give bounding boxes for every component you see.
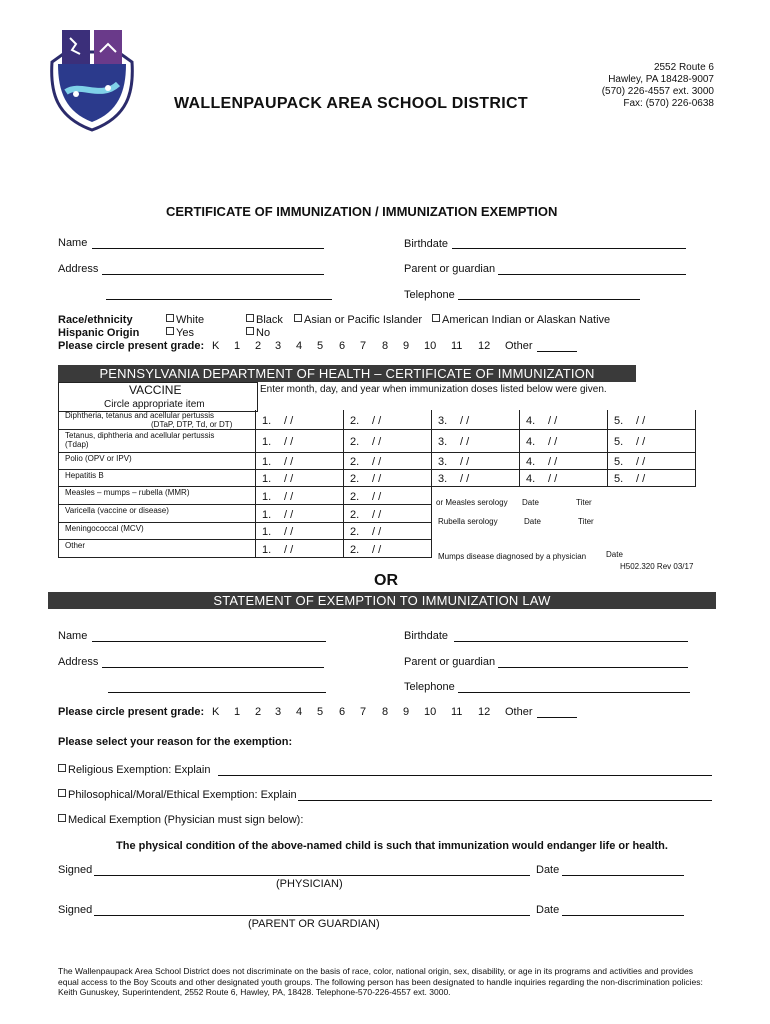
checkbox-icon — [246, 314, 254, 322]
grade-option[interactable]: 1 — [234, 706, 241, 718]
date-slashes: / / — [548, 414, 558, 427]
dose-number: 1. — [262, 490, 272, 503]
dose-number: 3. — [438, 473, 448, 485]
vaccine-name-cell — [58, 540, 256, 558]
hispanic-yes-option[interactable] — [166, 327, 194, 340]
address-line: Hawley, PA 18428-9007 — [608, 74, 714, 85]
parent-label: Parent or guardian — [404, 263, 496, 275]
date-slashes: / / — [460, 414, 470, 427]
dose-date-cell[interactable] — [344, 523, 432, 540]
measles-date-label: Date — [522, 498, 539, 507]
birthdate-field[interactable] — [452, 248, 686, 249]
dose-number: 2. — [350, 543, 360, 556]
dose-date-cell[interactable] — [432, 470, 520, 487]
grade-option[interactable]: 2 — [255, 340, 262, 352]
grade-option[interactable]: 7 — [360, 706, 367, 718]
date-slashes: / / — [284, 414, 294, 427]
grade-option[interactable]: 3 — [275, 706, 282, 718]
vaccine-name[interactable]: Other — [65, 541, 86, 550]
date-slashes: / / — [636, 456, 646, 468]
option-label: Religious Exemption: Explain — [68, 764, 211, 776]
dose-date-cell[interactable] — [344, 470, 432, 487]
dose-number: 2. — [350, 526, 360, 538]
grade-option[interactable]: K — [212, 706, 220, 718]
dates-header: Enter month, day, and year when immunization doses listed below were given. — [260, 384, 607, 395]
dose-number: 4. — [526, 414, 536, 427]
dose-date-cell[interactable] — [256, 523, 344, 540]
telephone-field-2[interactable] — [458, 692, 690, 693]
grade-option[interactable]: 6 — [339, 340, 346, 352]
non-discrimination-footer: The Wallenpaupack Area School District does not discriminate on the basis of race, color, national origin, sex, disability, or age in its programs and activities and provides equal access to the Boy Scouts and other designated youth groups. The following person has been designated to handle inquiries regarding the non-discrimination policies: Keith Gunuskey, Superintendent, 2552 Route 6, Hawley, PA, 18428. Telephone-570-226-4557 ext. 3000. — [58, 966, 703, 997]
vaccine-name-cell — [58, 487, 256, 505]
address-line-2-field[interactable] — [106, 299, 332, 300]
grade-option[interactable]: 4 — [296, 340, 303, 352]
mumps-note: Mumps disease diagnosed by a physician — [438, 552, 587, 561]
dose-number: 5. — [614, 436, 624, 448]
dose-date-cell[interactable] — [608, 430, 696, 453]
vaccine-subname[interactable]: (Tdap) — [65, 440, 89, 449]
checkbox-icon — [58, 789, 66, 797]
religious-explain-field[interactable] — [218, 775, 712, 776]
parent-label-2: Parent or guardian — [404, 656, 496, 668]
dose-number: 2. — [350, 473, 360, 485]
race-asian-option[interactable] — [294, 314, 422, 327]
mumps-date-label: Date — [606, 550, 623, 559]
grade-option[interactable]: 5 — [317, 340, 324, 352]
date-slashes: / / — [284, 473, 294, 485]
grade-label: Please circle present grade: — [58, 340, 205, 352]
dose-number: 1. — [262, 543, 272, 556]
dose-number: 3. — [438, 456, 448, 468]
grade-option[interactable]: 11 — [451, 340, 463, 352]
address-label-2: Address — [58, 656, 99, 668]
parent-caption: (PARENT OR GUARDIAN) — [248, 918, 380, 930]
grade-option[interactable]: 11 — [451, 706, 463, 718]
rubella-serology-label: Rubella serology — [438, 517, 498, 526]
grade-option[interactable]: 9 — [403, 340, 410, 352]
date-slashes: / / — [636, 473, 646, 485]
vaccine-name-cell — [58, 453, 256, 470]
dose-number: 1. — [262, 456, 272, 468]
grade-label-2: Please circle present grade: — [58, 706, 205, 718]
or-divider: OR — [374, 572, 398, 589]
dose-number: 3. — [438, 414, 448, 427]
dose-number: 2. — [350, 436, 360, 448]
grade-option[interactable]: 9 — [403, 706, 410, 718]
dose-date-cell[interactable] — [608, 410, 696, 430]
race-american-indian-option[interactable] — [432, 314, 610, 327]
dose-number: 3. — [438, 436, 448, 448]
form-title: CERTIFICATE OF IMMUNIZATION / IMMUNIZATION EXEMPTION — [166, 204, 558, 219]
dose-number: 1. — [262, 508, 272, 521]
philosophical-explain-field[interactable] — [298, 800, 712, 801]
parent-signed-label: Signed — [58, 904, 93, 916]
dose-date-cell[interactable] — [256, 453, 344, 470]
dose-date-cell[interactable] — [344, 505, 432, 523]
dose-number: 4. — [526, 436, 536, 448]
address-line: 2552 Route 6 — [653, 62, 714, 73]
grade-option[interactable]: 8 — [382, 340, 389, 352]
dose-number: 2. — [350, 508, 360, 521]
vaccine-name-cell — [58, 430, 256, 453]
grade-option[interactable]: 12 — [478, 340, 491, 352]
date-slashes: / / — [284, 543, 294, 556]
date-slashes: / / — [284, 508, 294, 521]
physician-signature-field[interactable] — [94, 875, 530, 876]
option-label: Medical Exemption (Physician must sign below): — [68, 814, 304, 826]
date-slashes: / / — [460, 473, 470, 485]
grade-option[interactable]: 2 — [255, 706, 262, 718]
birthdate-field-2[interactable] — [454, 641, 688, 642]
vaccine-name-cell — [58, 410, 256, 430]
dose-number: 2. — [350, 456, 360, 468]
address-field-2[interactable] — [102, 667, 324, 668]
hispanic-label: Hispanic Origin — [58, 327, 140, 339]
race-black-option[interactable] — [246, 314, 283, 327]
district-logo — [46, 22, 138, 134]
date-slashes: / / — [372, 456, 382, 468]
dose-date-cell[interactable] — [256, 430, 344, 453]
dose-date-cell[interactable] — [520, 453, 608, 470]
parent-signature-field[interactable] — [94, 915, 530, 916]
checkbox-icon — [432, 314, 440, 322]
grade-option[interactable]: 10 — [424, 340, 437, 352]
district-name: WALLENPAUPACK AREA SCHOOL DISTRICT — [174, 95, 528, 112]
parent-date-label: Date — [536, 904, 560, 916]
form-code: H502.320 Rev 03/17 — [620, 562, 694, 571]
birthdate-label-2: Birthdate — [404, 630, 449, 642]
date-slashes: / / — [636, 436, 646, 448]
physician-signed-label: Signed — [58, 864, 93, 876]
date-slashes: / / — [284, 436, 294, 448]
date-slashes: / / — [372, 490, 382, 503]
grade-option[interactable]: 7 — [360, 340, 367, 352]
dose-date-cell[interactable] — [256, 410, 344, 430]
date-slashes: / / — [548, 456, 558, 468]
dose-date-cell[interactable] — [344, 453, 432, 470]
date-slashes: / / — [284, 526, 294, 538]
date-slashes: / / — [548, 473, 558, 485]
address-line-2-field-2[interactable] — [108, 692, 326, 693]
telephone-label: Telephone — [404, 289, 455, 301]
date-slashes: / / — [372, 473, 382, 485]
grade-other-label-2: Other — [505, 706, 533, 718]
address-line: Fax: (570) 226-0638 — [623, 98, 714, 109]
dose-date-cell[interactable] — [256, 470, 344, 487]
race-white-option[interactable] — [166, 314, 204, 327]
medical-exemption-option[interactable] — [58, 814, 303, 827]
dose-number: 2. — [350, 414, 360, 427]
philosophical-exemption-option[interactable] — [58, 789, 297, 802]
dose-number: 2. — [350, 490, 360, 503]
grade-option[interactable]: 8 — [382, 706, 389, 718]
vaccine-name-cell — [58, 523, 256, 540]
physician-caption: (PHYSICIAN) — [276, 878, 343, 890]
date-slashes: / / — [548, 436, 558, 448]
grade-option[interactable]: 1 — [234, 340, 241, 352]
grade-option[interactable]: 3 — [275, 340, 282, 352]
checkbox-icon — [58, 814, 66, 822]
dose-number: 5. — [614, 473, 624, 485]
telephone-label-2: Telephone — [404, 681, 455, 693]
date-slashes: / / — [372, 508, 382, 521]
measles-serology-label: or Measles serology — [436, 498, 508, 507]
date-slashes: / / — [460, 456, 470, 468]
grade-option[interactable]: 4 — [296, 706, 303, 718]
reason-prompt: Please select your reason for the exemption: — [58, 736, 293, 748]
dose-date-cell[interactable] — [256, 487, 344, 505]
date-slashes: / / — [284, 456, 294, 468]
vaccine-name-cell — [58, 470, 256, 487]
dose-date-cell[interactable] — [432, 430, 520, 453]
option-label: Yes — [176, 327, 194, 339]
vaccine-name[interactable]: Tetanus, diphtheria and acellular pertussis — [65, 431, 215, 440]
vaccine-name[interactable]: Measles – mumps – rubella (MMR) — [65, 488, 190, 497]
address-label: Address — [58, 263, 99, 275]
vaccine-name[interactable]: Meningococcal (MCV) — [65, 524, 144, 533]
option-label: No — [256, 327, 271, 339]
physician-date-field[interactable] — [562, 875, 684, 876]
dose-date-cell[interactable] — [432, 410, 520, 430]
vaccine-name[interactable]: Varicella (vaccine or disease) — [65, 506, 169, 515]
vaccine-name[interactable]: Polio (OPV or IPV) — [65, 454, 132, 463]
date-slashes: / / — [636, 414, 646, 427]
date-slashes: / / — [372, 543, 382, 556]
district-address — [560, 62, 714, 110]
checkbox-icon — [166, 327, 174, 335]
name-label: Name — [58, 237, 88, 249]
checkbox-icon — [58, 764, 66, 772]
physician-date-label: Date — [536, 864, 560, 876]
name-field-2[interactable] — [92, 641, 326, 642]
date-slashes: / / — [460, 436, 470, 448]
address-field[interactable] — [102, 274, 324, 275]
dose-number: 5. — [614, 414, 624, 427]
hispanic-no-option[interactable] — [246, 327, 270, 340]
vaccine-header: VACCINE — [129, 383, 182, 397]
dose-date-cell[interactable] — [520, 410, 608, 430]
grade-option[interactable]: K — [212, 340, 220, 352]
option-label: Black — [256, 314, 283, 326]
checkbox-icon — [294, 314, 302, 322]
dose-number: 4. — [526, 473, 536, 485]
vaccine-name[interactable]: Diphtheria, tetanus and acellular pertussis — [65, 411, 214, 420]
option-label: American Indian or Alaskan Native — [442, 314, 611, 326]
dose-number: 1. — [262, 414, 272, 427]
dose-date-cell[interactable] — [256, 540, 344, 558]
dose-number: 5. — [614, 456, 624, 468]
medical-statement: The physical condition of the above-named child is such that immunization would endanger life or health. — [116, 840, 668, 852]
date-slashes: / / — [372, 436, 382, 448]
vaccine-name[interactable]: Hepatitis B — [65, 471, 104, 480]
option-label: White — [176, 314, 205, 326]
dose-date-cell[interactable] — [344, 540, 432, 558]
dose-date-cell[interactable] — [344, 430, 432, 453]
checkbox-icon — [246, 327, 254, 335]
option-label: Asian or Pacific Islander — [304, 314, 422, 326]
date-slashes: / / — [372, 414, 382, 427]
dose-date-cell[interactable] — [432, 453, 520, 470]
date-slashes: / / — [372, 526, 382, 538]
parent-date-field[interactable] — [562, 915, 684, 916]
dose-date-cell[interactable] — [344, 410, 432, 430]
name-field[interactable] — [92, 248, 324, 249]
rubella-titer-label: Titer — [578, 517, 594, 526]
dose-date-cell[interactable] — [344, 487, 432, 505]
grade-option[interactable]: 5 — [317, 706, 324, 718]
exemption-bar: STATEMENT OF EXEMPTION TO IMMUNIZATION LAW — [48, 592, 716, 609]
measles-titer-label: Titer — [576, 498, 592, 507]
health-department-bar: PENNSYLVANIA DEPARTMENT OF HEALTH – CERTIFICATE OF IMMUNIZATION — [58, 365, 636, 382]
religious-exemption-option[interactable] — [58, 764, 210, 777]
dose-number: 4. — [526, 456, 536, 468]
circle-hint: Circle appropriate item — [104, 399, 205, 410]
address-line: (570) 226-4557 ext. 3000 — [601, 86, 714, 97]
grade-option[interactable]: 6 — [339, 706, 346, 718]
dose-number: 1. — [262, 473, 272, 485]
grade-option[interactable]: 10 — [424, 706, 437, 718]
parent-field[interactable] — [498, 274, 686, 275]
grade-other-field-2[interactable] — [537, 717, 577, 718]
vaccine-name-cell — [58, 505, 256, 523]
vaccine-subname[interactable]: (DTaP, DTP, Td, or DT) — [151, 420, 233, 429]
dose-date-cell[interactable] — [608, 453, 696, 470]
vaccine-header-cell — [58, 382, 258, 412]
telephone-field[interactable] — [458, 299, 640, 300]
race-label: Race/ethnicity — [58, 314, 133, 326]
rubella-date-label: Date — [524, 517, 541, 526]
grade-other-field[interactable] — [537, 351, 577, 352]
grade-other-label: Other — [505, 340, 533, 352]
dose-date-cell[interactable] — [520, 470, 608, 487]
grade-option[interactable]: 12 — [478, 706, 491, 718]
date-slashes: / / — [284, 490, 294, 503]
birthdate-label: Birthdate — [404, 238, 449, 250]
dose-number: 1. — [262, 526, 272, 538]
dose-number: 1. — [262, 436, 272, 448]
parent-field-2[interactable] — [498, 667, 688, 668]
dose-date-cell[interactable] — [256, 505, 344, 523]
checkbox-icon — [166, 314, 174, 322]
dose-date-cell[interactable] — [520, 430, 608, 453]
dose-date-cell[interactable] — [608, 470, 696, 487]
name-label-2: Name — [58, 630, 88, 642]
option-label: Philosophical/Moral/Ethical Exemption: Explain — [68, 789, 297, 801]
